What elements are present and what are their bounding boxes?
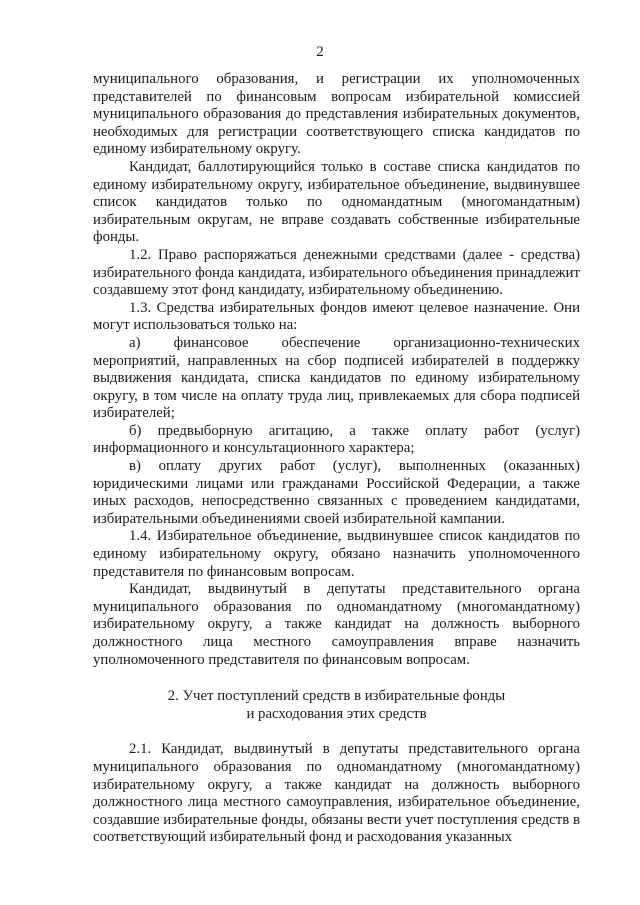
section-heading-line-2: и расходования этих средств xyxy=(246,705,427,722)
paragraph: в) оплату других работ (услуг), выполненных (оказанных) юридическими лицами или гражданами Российской Федерации, а также иных расходов, непосредственно связанных с проведением кандидатами, избирательными объединениями своей избирательной кампании. xyxy=(93,458,580,527)
paragraph: 1.3. Средства избирательных фондов имеют целевое назначение. Они могут использоваться только на: xyxy=(93,299,580,334)
paragraph: 2.1. Кандидат, выдвинутый в депутаты представительного органа муниципального образования по одномандатному (многомандатному) избирательному округу, а также кандидат на должность выборного должностного лица местного самоуправления, избирательное объединение, создавшие избирательные фонды, обязаны вести учет поступления средств в соответствующий избирательный фонд и расходования указанных xyxy=(93,741,580,846)
paragraph: 1.2. Право распоряжаться денежными средствами (далее - средства) избирательного фонда кандидата, избирательного объединения принадлежит создавшему этот фонд кандидату, избирательному объединению. xyxy=(93,246,580,299)
paragraph: Кандидат, баллотирующийся только в составе списка кандидатов по единому избирательному округу, избирательное объединение, выдвинувшее список кандидатов только по одномандатным (многомандатным) избирательным округам, не вправе создавать собственные избирательные фонды. xyxy=(93,158,580,246)
page-number: 2 xyxy=(316,44,324,60)
section-heading-line-1: 2. Учет поступлений средств в избирательные фонды xyxy=(167,688,506,705)
paragraph: б) предвыборную агитацию, а также оплату работ (услуг) информационного и консультационного характера; xyxy=(93,422,580,457)
paragraph: Кандидат, выдвинутый в депутаты представительного органа муниципального образования по одномандатному (многомандатному) избирательному округу, а также кандидат на должность выборного должностного лица местного самоуправления вправе назначить уполномоченного представителя по финансовым вопросам. xyxy=(93,581,580,668)
paragraph: муниципального образования, и регистрации их уполномоченных представителей по финансовым вопросам избирательной комиссией муниципального образования до представления избирательных документов, необходимых для регистрации соответствующего списка кандидатов по единому избирательному округу. xyxy=(93,71,580,158)
paragraph: 1.4. Избирательное объединение, выдвинувшее список кандидатов по единому избирательному округу, обязано назначить уполномоченного представителя по финансовым вопросам. xyxy=(93,528,580,580)
paragraphs-after xyxy=(93,741,580,847)
paragraphs-before xyxy=(93,71,580,669)
paragraph: а) финансовое обеспечение организационно-технических мероприятий, направленных на сбор подписей избирателей в поддержку выдвижения кандидата, списка кандидатов по единому избирательному округу, в том числе на оплату труда лиц, привлекаемых для сбора подписей избирателей; xyxy=(93,334,580,422)
document-body xyxy=(93,71,580,847)
section-heading xyxy=(93,688,580,723)
